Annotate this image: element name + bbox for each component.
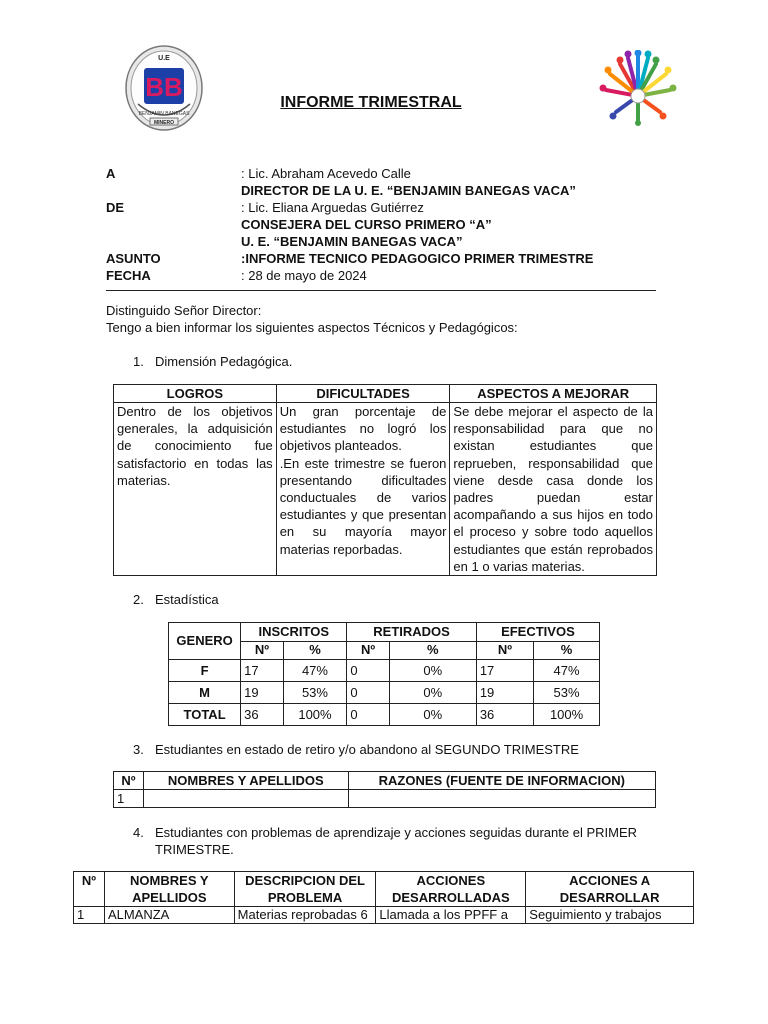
svg-text:BB: BB [145, 72, 183, 102]
document-title: INFORME TRIMESTRAL [280, 94, 462, 111]
table-header-row [169, 623, 600, 642]
header-label-fecha: FECHA [106, 268, 151, 283]
subheader: Nº [476, 641, 533, 660]
table-cell: 1 [114, 790, 144, 808]
table-cell: 17 [241, 660, 283, 682]
withdrawal-table [113, 771, 656, 808]
column-header: LOGROS [114, 385, 277, 403]
group-header: EFECTIVOS [476, 623, 599, 642]
subheader: Nº [241, 641, 283, 660]
header-label-asunto: ASUNTO [106, 251, 161, 266]
group-header: RETIRADOS [347, 623, 477, 642]
section-number: 2. [133, 592, 144, 607]
table-row [74, 907, 694, 924]
table-row [169, 660, 600, 682]
statistics-table [168, 622, 600, 726]
table-cell: 36 [476, 704, 533, 726]
section-title: Estadística [155, 592, 219, 607]
section-3-heading [133, 742, 579, 757]
logo-ribbon-text: MINERO [154, 120, 174, 126]
table-cell [143, 790, 348, 808]
table-cell: 47% [534, 660, 600, 682]
section-title: Estudiantes en estado de retiro y/o abandono al SEGUNDO TRIMESTRE [155, 742, 579, 757]
table-cell: Llamada a los PPFF a [376, 907, 526, 924]
dificultades-cell [276, 403, 450, 576]
table-cell: 0 [347, 704, 389, 726]
table-header-row [114, 385, 657, 403]
table-cell: 19 [241, 682, 283, 704]
pedagogical-table [113, 384, 657, 576]
row-label: M [169, 682, 241, 704]
section-number: 3. [133, 742, 144, 757]
header-recipient-title: DIRECTOR DE LA U. E. “BENJAMIN BANEGAS VACA” [241, 183, 576, 198]
table-cell: ALMANZA [104, 907, 234, 924]
table-cell: 47% [283, 660, 347, 682]
header-sender-title: CONSEJERA DEL CURSO PRIMERO “A” [241, 217, 492, 232]
table-cell: 0% [389, 682, 476, 704]
table-cell: Materias reprobadas 6 [234, 907, 376, 924]
dificultades-text-2: .En este trimestre se fueron presentando dificultades conductuales de varios estudiantes y que presentan en su mayoría mayor materias reporbadas. [279, 455, 447, 557]
table-header-row [74, 872, 694, 907]
table-cell: 0 [347, 682, 389, 704]
column-header: DIFICULTADES [276, 385, 450, 403]
table-cell: 53% [283, 682, 347, 704]
table-cell: 0% [389, 660, 476, 682]
table-cell: 0 [347, 660, 389, 682]
column-header: Nº [114, 772, 144, 790]
intro-line: Tengo a bien informar los siguientes aspectos Técnicos y Pedagógicos: [106, 320, 518, 335]
row-label: F [169, 660, 241, 682]
column-header: RAZONES (FUENTE DE INFORMACION) [348, 772, 655, 790]
section-number: 4. [133, 825, 144, 840]
table-row [114, 790, 656, 808]
table-cell: Seguimiento y trabajos [526, 907, 694, 924]
section-title: Estudiantes con problemas de aprendizaje y acciones seguidas durante el PRIMER [155, 825, 637, 840]
group-header: INSCRITOS [241, 623, 347, 642]
section-2-heading [133, 592, 219, 607]
subheader: % [534, 641, 600, 660]
table-cell: 17 [476, 660, 533, 682]
subheader: Nº [347, 641, 389, 660]
table-header-row [114, 772, 656, 790]
section-title: Dimensión Pedagógica. [155, 354, 293, 369]
header-label-a: A [106, 166, 116, 181]
aspectos-cell: Se debe mejorar el aspecto de la responsabilidad para que no existan estudiantes que reprueben, responsabilidad que viene desde casa donde los padres puedan estar acompañando a sus hijos en todo el proceso y sobre todo aquellos estudiantes que están reprobados en 1 o varias materias. [450, 403, 657, 576]
table-row [114, 403, 657, 576]
column-header: NOMBRES Y APELLIDOS [104, 872, 234, 907]
table-cell: 100% [283, 704, 347, 726]
table-row [169, 704, 600, 726]
header-divider [106, 290, 656, 291]
column-header: ASPECTOS A MEJORAR [450, 385, 657, 403]
section-number: 1. [133, 354, 144, 369]
header-recipient: : Lic. Abraham Acevedo Calle [241, 166, 411, 181]
subheader: % [389, 641, 476, 660]
header-sender: : Lic. Eliana Arguedas Gutiérrez [241, 200, 424, 215]
table-cell: 53% [534, 682, 600, 704]
dificultades-text-1: Un gran porcentaje de estudiantes no logró los objetivos planteados. [279, 404, 447, 454]
people-emblem-logo [598, 50, 678, 126]
table-cell: 36 [241, 704, 283, 726]
column-header: Nº [74, 872, 105, 907]
table-cell: 19 [476, 682, 533, 704]
row-label: TOTAL [169, 704, 241, 726]
column-header: DESCRIPCION DEL PROBLEMA [234, 872, 376, 907]
table-row [169, 682, 600, 704]
column-header: ACCIONES A DESARROLLAR [526, 872, 694, 907]
section-4-heading [133, 825, 637, 840]
greeting: Distinguido Señor Director: [106, 303, 262, 318]
logo-top-text: U.E [158, 55, 170, 62]
learning-problems-table [73, 871, 694, 924]
header-subject: :INFORME TECNICO PEDAGOGICO PRIMER TRIMESTRE [241, 251, 594, 266]
column-header: ACCIONES DESARROLLADAS [376, 872, 526, 907]
logo-arc-text: BENJAMIN BANEGAS [138, 111, 190, 117]
table-cell: 0% [389, 704, 476, 726]
section-4-heading-cont: TRIMESTRE. [155, 842, 234, 857]
table-cell [348, 790, 655, 808]
header-sender-school: U. E. “BENJAMIN BANEGAS VACA” [241, 234, 463, 249]
section-1-heading [133, 354, 292, 369]
logros-cell: Dentro de los objetivos generales, la adquisición de conocimiento fue satisfactorio en todas las materias. [114, 403, 277, 576]
subheader: % [283, 641, 347, 660]
table-cell: 1 [74, 907, 105, 924]
header-label-de: DE [106, 200, 125, 215]
header-date: : 28 de mayo de 2024 [241, 268, 367, 283]
column-header: NOMBRES Y APELLIDOS [143, 772, 348, 790]
table-cell: 100% [534, 704, 600, 726]
school-logo [124, 44, 204, 134]
genero-header: GENERO [169, 623, 241, 660]
